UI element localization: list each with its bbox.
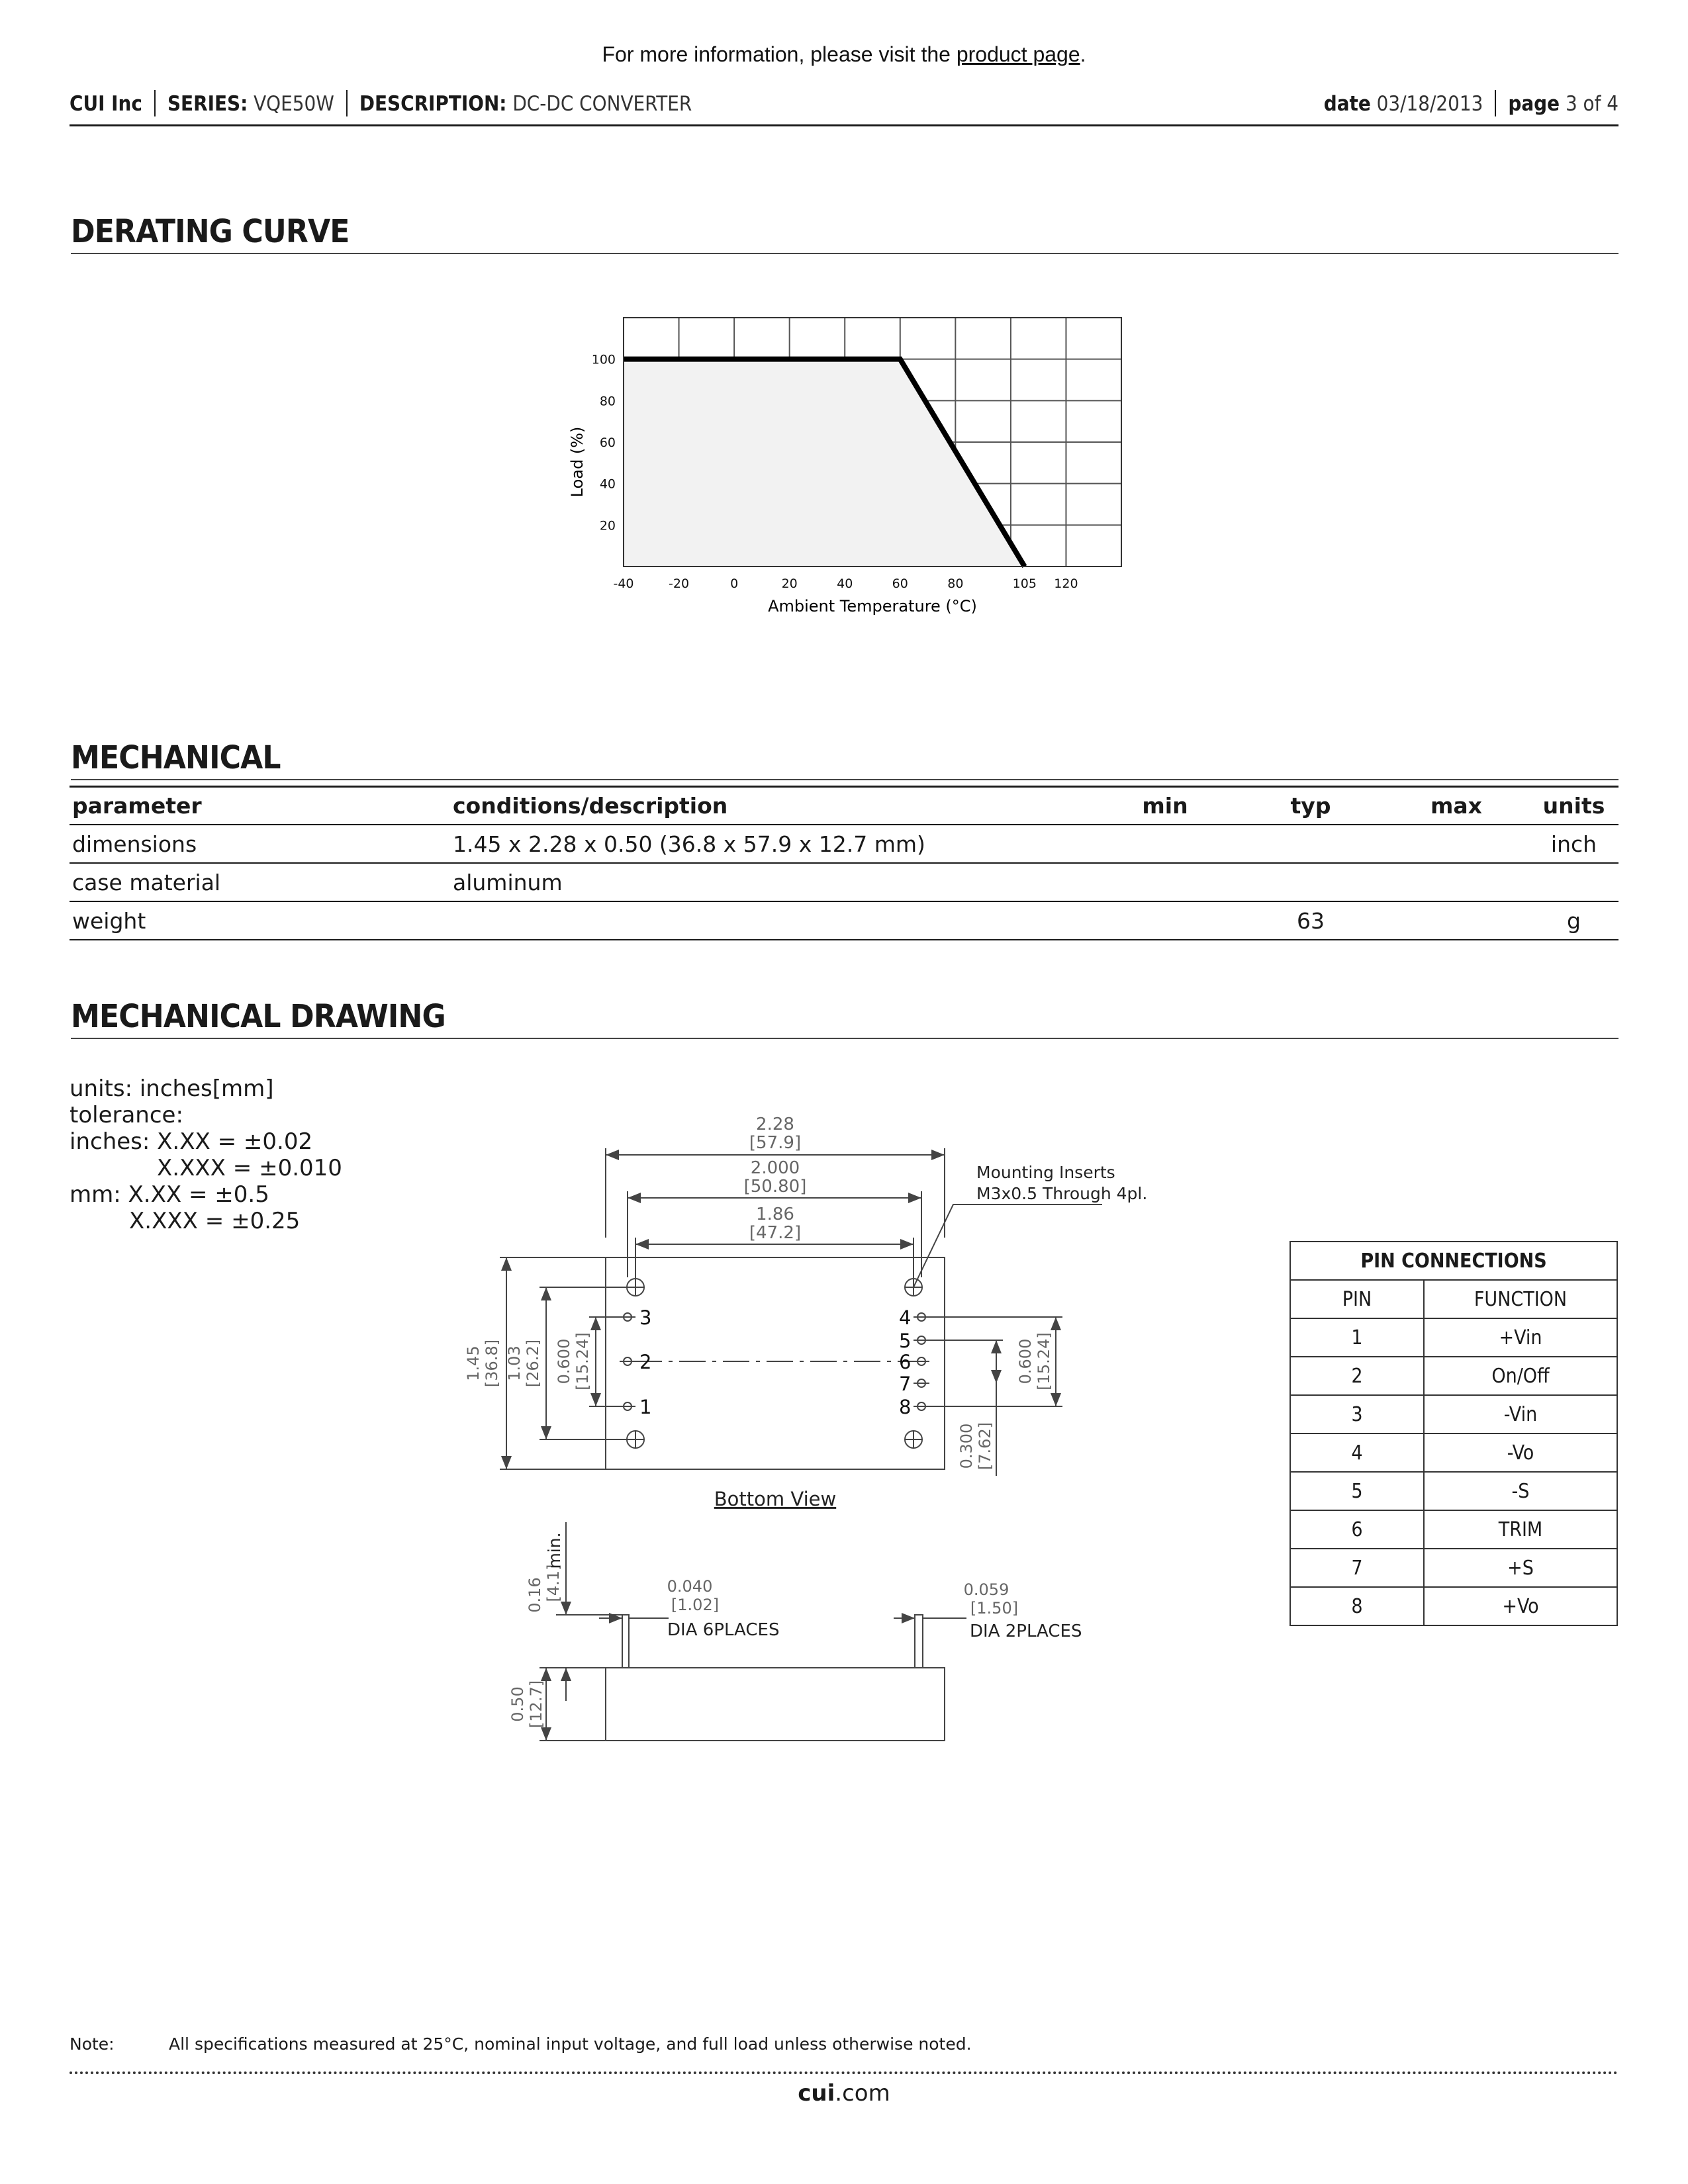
x-tick-label: 20: [781, 576, 798, 591]
tolerance-inches: inches: X.XX = ±0.02: [70, 1128, 313, 1155]
pin-function: On/Off: [1424, 1357, 1617, 1395]
mounting-note-1: Mounting Inserts: [976, 1163, 1115, 1182]
y-tick-label: 100: [591, 352, 616, 367]
info-prefix: For more information, please visit the: [602, 42, 951, 66]
dim-overall-width: 2.28: [756, 1115, 794, 1134]
note-text: All specifications measured at 25°C, nominal input voltage, and full load unless otherwise noted.: [169, 2034, 972, 2054]
dim-pin-offset-mm: [7.62]: [976, 1422, 994, 1471]
cell: case material: [70, 863, 450, 901]
table-row: [1290, 1318, 1617, 1357]
pin-table-title: PIN CONNECTIONS: [1290, 1242, 1617, 1280]
table-row: [1290, 1472, 1617, 1510]
mechanical-section-title: MECHANICAL: [71, 739, 1618, 780]
x-tick-label: 120: [1054, 576, 1078, 591]
table-row: [1290, 1433, 1617, 1472]
info-suffix: .: [1080, 42, 1086, 66]
col-conditions: conditions/description: [450, 787, 1092, 825]
table-row: [1290, 1549, 1617, 1587]
footer-brand: cui: [798, 2080, 835, 2107]
dim-hole-height-mm: [26.2]: [524, 1339, 542, 1388]
dim-hole-height: 1.03: [505, 1345, 524, 1381]
date-value: 03/18/2013: [1376, 92, 1483, 116]
pin-number: 1: [1290, 1318, 1424, 1357]
page-label: page: [1508, 92, 1560, 116]
dim-hole-spacing: 2.000: [750, 1158, 800, 1178]
dim-case-height: 0.50: [508, 1686, 527, 1722]
bottom-view-label: Bottom View: [714, 1488, 837, 1510]
dim-overall-width-mm: [57.9]: [749, 1133, 802, 1153]
tolerance-heading: tolerance:: [70, 1102, 183, 1128]
tolerance-mm-3dp: X.XXX = ±0.25: [129, 1208, 301, 1234]
y-tick-label: 20: [599, 518, 616, 533]
cell: weight: [70, 901, 450, 940]
x-tick-label: -40: [613, 576, 634, 591]
pin-function: +Vo: [1424, 1587, 1617, 1625]
pin-label-2: 2: [639, 1351, 652, 1373]
col-units: units: [1529, 787, 1618, 825]
footer-domain: .com: [835, 2080, 890, 2107]
pin-label-5: 5: [899, 1330, 912, 1352]
x-tick-label: 40: [837, 576, 853, 591]
cell: aluminum: [450, 863, 1092, 901]
function-col-header: FUNCTION: [1424, 1280, 1617, 1318]
dim-pin-dia-mm: [1.02]: [671, 1596, 720, 1614]
cell: dimensions: [70, 825, 450, 863]
y-axis-label: Load (%): [568, 426, 586, 498]
dim-left-pin-span: 0.600: [555, 1338, 573, 1385]
pin-label-6: 6: [899, 1351, 912, 1373]
pin-number: 6: [1290, 1510, 1424, 1549]
x-axis-label: Ambient Temperature (°C): [768, 597, 977, 615]
dim-pin-dia: 0.040: [667, 1577, 713, 1596]
pin-col-header: PIN: [1290, 1280, 1424, 1318]
y-tick-label: 60: [599, 435, 616, 450]
table-row: [1290, 1510, 1617, 1549]
pin-label-4: 4: [899, 1306, 912, 1329]
dim-pin-offset: 0.300: [957, 1423, 976, 1469]
side-pin-right: [915, 1615, 923, 1668]
pin-label-1: 1: [639, 1396, 652, 1418]
dim-left-pin-span-mm: [15.24]: [573, 1332, 592, 1390]
dim-overall-height: 1.45: [464, 1345, 483, 1381]
table-row: [1290, 1587, 1617, 1625]
col-min: min: [1092, 787, 1238, 825]
pin-number: 2: [1290, 1357, 1424, 1395]
x-tick-label: -20: [669, 576, 690, 591]
dim-case-height-mm: [12.7]: [527, 1680, 545, 1729]
dim-hole-spacing-mm: [50.80]: [743, 1177, 807, 1197]
y-tick-label: 40: [599, 477, 616, 492]
dim-pin-length-mm: [4.1]: [544, 1564, 563, 1602]
description-value: DC-DC CONVERTER: [512, 92, 692, 116]
pin-function: -Vo: [1424, 1433, 1617, 1472]
pin-label-8: 8: [899, 1396, 912, 1418]
footer-divider: [70, 2071, 1618, 2074]
cell: inch: [1529, 825, 1618, 863]
col-typ: typ: [1238, 787, 1383, 825]
dia-6-places: DIA 6PLACES: [667, 1620, 780, 1640]
y-tick-label: 80: [599, 394, 616, 409]
tolerance-inches-3dp: X.XXX = ±0.010: [157, 1155, 342, 1181]
x-tick-label: 105: [1012, 576, 1037, 591]
derating-section-title: DERATING CURVE: [71, 213, 1618, 254]
pin-number: 3: [1290, 1395, 1424, 1433]
dim-right-pin-span-mm: [15.24]: [1035, 1332, 1053, 1390]
side-pin-left: [622, 1615, 629, 1668]
company-name: CUI Inc: [70, 92, 142, 116]
table-row: [1290, 1395, 1617, 1433]
pin-number: 8: [1290, 1587, 1424, 1625]
description-label: DESCRIPTION:: [359, 92, 507, 116]
col-max: max: [1383, 787, 1529, 825]
x-tick-label: 80: [947, 576, 964, 591]
dim-pin-spacing-mm: [47.2]: [749, 1223, 802, 1243]
tolerance-units: units: inches[mm]: [70, 1075, 274, 1102]
pin-number: 5: [1290, 1472, 1424, 1510]
side-view-outline: [606, 1668, 945, 1741]
dim-pin-length: 0.16: [526, 1577, 544, 1613]
x-tick-label: 0: [730, 576, 739, 591]
footer-site[interactable]: [0, 2080, 1688, 2107]
pin-number: 7: [1290, 1549, 1424, 1587]
dia-2-places: DIA 2PLACES: [970, 1621, 1082, 1641]
series-label: SERIES:: [167, 92, 248, 116]
pin-function: -Vin: [1424, 1395, 1617, 1433]
date-label: date: [1323, 92, 1371, 116]
module-outline: [606, 1257, 945, 1469]
pin-number: 4: [1290, 1433, 1424, 1472]
cell: g: [1529, 901, 1618, 940]
cell: 63: [1238, 901, 1383, 940]
pin-function: TRIM: [1424, 1510, 1617, 1549]
pin-function: +S: [1424, 1549, 1617, 1587]
tolerance-mm: mm: X.XX = ±0.5: [70, 1181, 269, 1208]
cell: 1.45 x 2.28 x 0.50 (36.8 x 57.9 x 12.7 mm): [450, 825, 1092, 863]
pin-function: +Vin: [1424, 1318, 1617, 1357]
pin-label-3: 3: [639, 1306, 652, 1329]
dim-pin-dia-large: 0.059: [963, 1580, 1009, 1599]
x-tick-label: 60: [892, 576, 908, 591]
series-value: VQE50W: [254, 92, 334, 116]
pin-function: -S: [1424, 1472, 1617, 1510]
dim-pin-dia-large-mm: [1.50]: [970, 1599, 1019, 1617]
dim-overall-height-mm: [36.8]: [483, 1339, 501, 1388]
mounting-note-2: M3x0.5 Through 4pl.: [976, 1184, 1148, 1203]
pin-label-7: 7: [899, 1373, 912, 1395]
drawing-section-title: MECHANICAL DRAWING: [71, 998, 1618, 1039]
col-parameter: parameter: [70, 787, 450, 825]
page-number: 3 of 4: [1565, 92, 1618, 116]
footnote: [70, 2034, 972, 2054]
note-label: Note:: [70, 2034, 115, 2054]
table-row: [1290, 1357, 1617, 1395]
product-page-link[interactable]: product page: [956, 42, 1080, 66]
dim-pin-spacing: 1.86: [756, 1205, 794, 1224]
min-label: min.: [545, 1532, 564, 1569]
pin-connections-table: [1289, 1241, 1618, 1626]
dim-right-pin-span: 0.600: [1016, 1338, 1035, 1385]
